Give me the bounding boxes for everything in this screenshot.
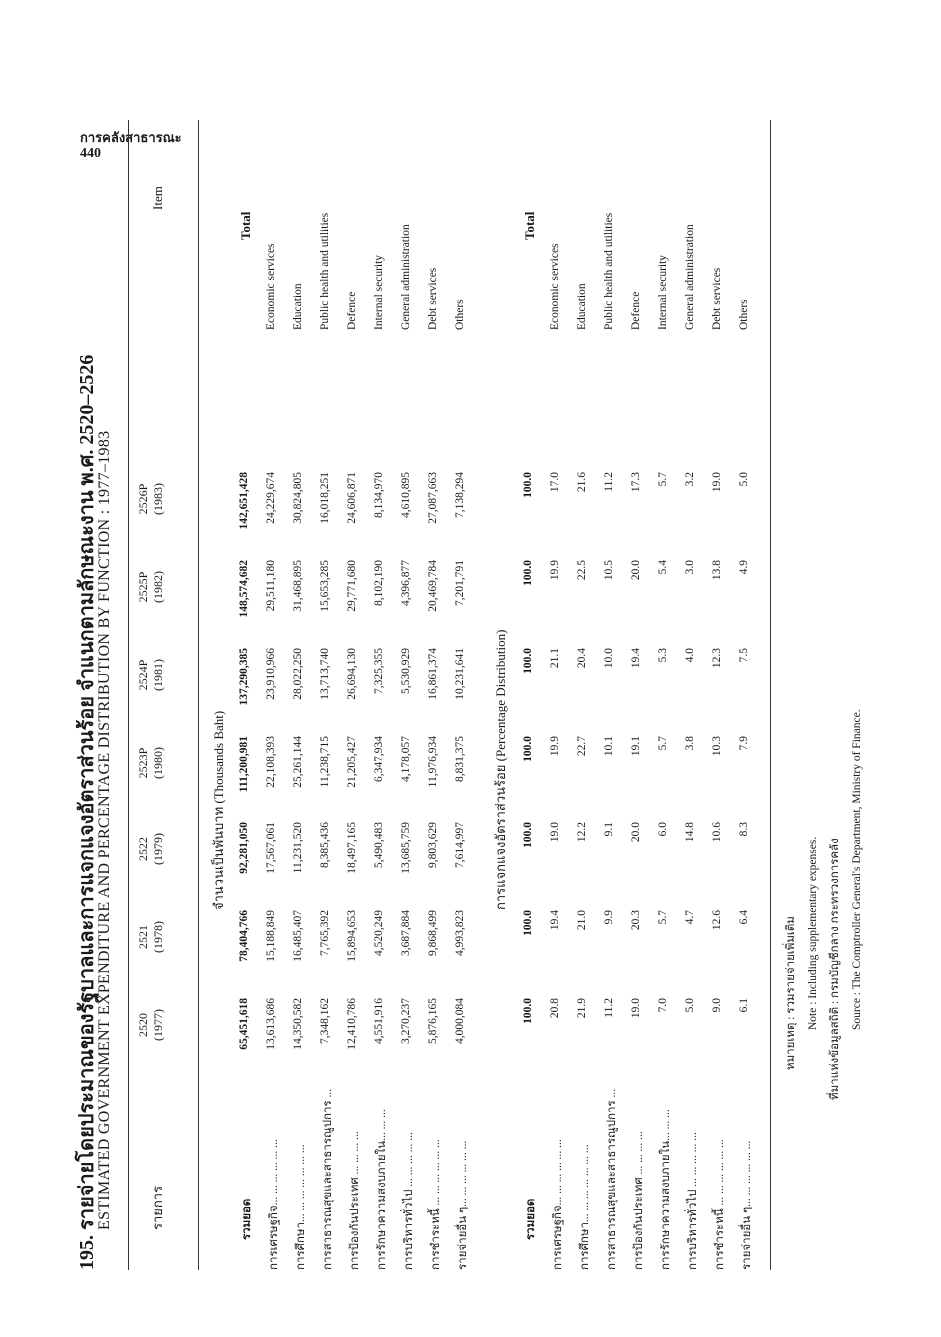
year-th: 2521 (136, 925, 150, 949)
cell-value: 111,200,981 (238, 736, 250, 793)
row-label-english: Public health and utilities (319, 212, 331, 330)
cell-value: 26,694,130 (346, 648, 358, 700)
cell-value: 7,201,791 (454, 560, 466, 606)
cell-value: 142,651,428 (238, 472, 250, 530)
row-label-english: Debt services (427, 267, 439, 330)
row-label-thai: การบริหารทั่วไป ... ... ... ... ... (403, 1132, 415, 1270)
cell-value: 7,348,162 (319, 998, 331, 1044)
cell-value: 92,281,050 (238, 822, 250, 874)
cell-value: 4,993,823 (454, 910, 466, 956)
row-label-thai: รวมยอด (241, 1198, 253, 1240)
section-name: การคลังสาธารณะ (80, 130, 182, 145)
cell-value: 6,347,934 (373, 736, 385, 782)
row-label-english: Internal security (657, 254, 669, 330)
row-label-english: Education (292, 283, 304, 330)
cell-value: 8,102,190 (373, 560, 385, 606)
year-th: 2523P (136, 747, 150, 779)
year-header-0 (136, 990, 166, 1060)
cell-value: 18,497,165 (346, 822, 358, 874)
cell-value: 15,188,849 (265, 910, 277, 962)
year-th: 2525P (136, 571, 150, 603)
cell-value: 8,385,436 (319, 822, 331, 868)
table-row (400, 120, 424, 1270)
cell-value: 24,606,871 (346, 472, 358, 524)
row-label-thai: การศึกษา... ... ... ... ... ... ... (295, 1144, 307, 1270)
cell-value: 30,824,805 (292, 472, 304, 524)
cell-value: 15,653,285 (319, 560, 331, 612)
table-title-english: ESTIMATED GOVERNMENT EXPENDITURE AND PERCENTAGE DISTRIBUTION BY FUNCTION : 1977–1983 (96, 430, 113, 1230)
row-label-english: Defence (630, 291, 642, 330)
amount-section-heading (208, 711, 229, 910)
percent-section-heading (490, 630, 511, 910)
cell-value: 21.1 (549, 648, 561, 669)
year-header-3 (136, 728, 166, 798)
row-label-english: General administration (400, 224, 412, 330)
cell-value: 12,410,786 (346, 998, 358, 1050)
cell-value: 100.0 (522, 736, 534, 762)
row-label-thai: รายจ่ายอื่น ๆ... ... ... ... ... ... (457, 1140, 469, 1270)
cell-value: 20.3 (630, 910, 642, 931)
row-label-english: Education (576, 283, 588, 330)
cell-value: 3.2 (684, 472, 696, 487)
year-en: (1980) (151, 747, 165, 779)
cell-value: 14.8 (684, 822, 696, 843)
cell-value: 3,687,884 (400, 910, 412, 956)
cell-value: 12.6 (711, 910, 723, 931)
row-label-english: Public health and utilities (603, 212, 615, 330)
row-label-thai: การบริหารทั่วไป ... ... ... ... ... (687, 1132, 699, 1270)
cell-value: 100.0 (522, 560, 534, 586)
cell-value: 22,108,393 (265, 736, 277, 788)
cell-value: 13.8 (711, 560, 723, 581)
table-row (657, 120, 681, 1270)
cell-value: 19.1 (630, 736, 642, 757)
cell-value: 28,022,250 (292, 648, 304, 700)
cell-value: 12.2 (576, 822, 588, 843)
cell-value: 5.7 (657, 910, 669, 925)
table-row (549, 120, 573, 1270)
cell-value: 78,404,766 (238, 910, 250, 962)
table-row (522, 120, 546, 1270)
row-label-english: Internal security (373, 254, 385, 330)
cell-value: 5,876,165 (427, 998, 439, 1044)
table-row (711, 120, 735, 1270)
cell-value: 5.0 (684, 998, 696, 1013)
table-number: 195. (76, 1235, 98, 1270)
cell-value: 17,567,061 (265, 822, 277, 874)
cell-value: 10.1 (603, 736, 615, 757)
table-row (427, 120, 451, 1270)
cell-value: 10.3 (711, 736, 723, 757)
cell-value: 5,490,483 (373, 822, 385, 868)
year-header-5 (136, 552, 166, 622)
cell-value: 22.7 (576, 736, 588, 757)
cell-value: 7.5 (738, 648, 750, 663)
column-item-english: Item (150, 186, 165, 210)
cell-value: 16,018,251 (319, 472, 331, 524)
row-label-thai: การเศรษฐกิจ... ... ... ... ... ... (268, 1139, 280, 1270)
table-row (346, 120, 370, 1270)
row-label-english: Economic services (265, 243, 277, 330)
cell-value: 14,350,582 (292, 998, 304, 1050)
cell-value: 19.0 (711, 472, 723, 493)
cell-value: 10.5 (603, 560, 615, 581)
row-label-thai: การเศรษฐกิจ... ... ... ... ... ... (552, 1139, 564, 1270)
cell-value: 8.3 (738, 822, 750, 837)
year-header-4 (136, 640, 166, 710)
header-rule (198, 120, 199, 1270)
cell-value: 10.0 (603, 648, 615, 669)
cell-value: 22.5 (576, 560, 588, 581)
cell-value: 17.0 (549, 472, 561, 493)
cell-value: 148,574,682 (238, 560, 250, 618)
cell-value: 15,894,653 (346, 910, 358, 962)
cell-value: 6.1 (738, 998, 750, 1013)
cell-value: 100.0 (522, 910, 534, 936)
cell-value: 8,134,970 (373, 472, 385, 518)
cell-value: 31,468,895 (292, 560, 304, 612)
table-row (292, 120, 316, 1270)
cell-value: 7,765,392 (319, 910, 331, 956)
cell-value: 12.3 (711, 648, 723, 669)
year-header-1 (136, 902, 166, 972)
row-label-thai: การสาธารณสุขและสาธารณูปการ ... (322, 1088, 334, 1270)
cell-value: 20.0 (630, 822, 642, 843)
cell-value: 19.4 (549, 910, 561, 931)
year-header-6 (136, 464, 166, 534)
cell-value: 17.3 (630, 472, 642, 493)
cell-value: 9,803,629 (427, 822, 439, 868)
cell-value: 10.6 (711, 822, 723, 843)
row-label-english: Others (454, 299, 466, 330)
cell-value: 4.0 (684, 648, 696, 663)
row-label-thai: การป้องกันประเทศ ... ... ... ... (349, 1131, 361, 1270)
table-row (319, 120, 343, 1270)
cell-value: 29,771,680 (346, 560, 358, 612)
cell-value: 4,610,895 (400, 472, 412, 518)
row-label-english: Total (522, 211, 537, 240)
cell-value: 7.9 (738, 736, 750, 751)
cell-value: 8,831,375 (454, 736, 466, 782)
table-row (630, 120, 654, 1270)
row-label-thai: การรักษาความสงบภายใน... ... ... (660, 1109, 672, 1270)
row-label-thai: การชำระหนี้ ... ... ... ... ... ... (714, 1139, 726, 1270)
cell-value: 100.0 (522, 998, 534, 1024)
cell-value: 24,229,674 (265, 472, 277, 524)
cell-value: 19.0 (549, 822, 561, 843)
cell-value: 7,325,355 (373, 648, 385, 694)
cell-value: 19.9 (549, 560, 561, 581)
cell-value: 9,868,499 (427, 910, 439, 956)
cell-value: 100.0 (522, 472, 534, 498)
cell-value: 10,231,641 (454, 648, 466, 700)
year-th: 2526P (136, 483, 150, 515)
table-row (576, 120, 600, 1270)
row-label-thai: การชำระหนี้ ... ... ... ... ... ... (430, 1139, 442, 1270)
table-row (454, 120, 478, 1270)
cell-value: 100.0 (522, 648, 534, 674)
cell-value: 7.0 (657, 998, 669, 1013)
note-thai: หมายเหตุ : รวมรายจ่ายเพิ่มเติม (785, 916, 797, 1070)
cell-value: 11.2 (603, 472, 615, 492)
cell-value: 19.0 (630, 998, 642, 1019)
cell-value: 27,087,663 (427, 472, 439, 524)
table-row (238, 120, 262, 1270)
cell-value: 19.4 (630, 648, 642, 669)
source-thai: ที่มาแห่งข้อมูลสถิติ : กรมบัญชีกลาง กระทรวงการคลัง (829, 838, 841, 1100)
year-header-2 (136, 814, 166, 884)
cell-value: 3.0 (684, 560, 696, 575)
cell-value: 13,613,686 (265, 998, 277, 1050)
cell-value: 65,451,618 (238, 998, 250, 1050)
cell-value: 137,290,385 (238, 648, 250, 706)
year-en: (1981) (151, 659, 165, 691)
table-row (684, 120, 708, 1270)
cell-value: 19.9 (549, 736, 561, 757)
cell-value: 5.0 (738, 472, 750, 487)
cell-value: 5.7 (657, 736, 669, 751)
cell-value: 21.6 (576, 472, 588, 493)
year-en: (1978) (151, 921, 165, 953)
cell-value: 23,910,966 (265, 648, 277, 700)
cell-value: 4,000,084 (454, 998, 466, 1044)
cell-value: 11.2 (603, 998, 615, 1018)
cell-value: 16,485,407 (292, 910, 304, 962)
year-th: 2520 (136, 1013, 150, 1037)
row-label-thai: การรักษาความสงบภายใน... ... ... (376, 1109, 388, 1270)
cell-value: 3,270,237 (400, 998, 412, 1044)
year-en: (1982) (151, 571, 165, 603)
cell-value: 21.0 (576, 910, 588, 931)
row-label-thai: รวมยอด (525, 1198, 537, 1240)
cell-value: 20.8 (549, 998, 561, 1019)
row-label-english: Defence (346, 291, 358, 330)
cell-value: 7,138,294 (454, 472, 466, 518)
row-label-thai: รายจ่ายอื่น ๆ... ... ... ... ... ... (741, 1140, 753, 1270)
row-label-thai: การป้องกันประเทศ ... ... ... ... (633, 1131, 645, 1270)
cell-value: 29,511,180 (265, 560, 277, 612)
cell-value: 3.8 (684, 736, 696, 751)
note-english: Note : Including supplementary expenses. (807, 836, 819, 1030)
row-label-english: Others (738, 299, 750, 330)
top-rule (128, 120, 129, 1270)
cell-value: 21.9 (576, 998, 588, 1019)
cell-value: 11,238,715 (319, 736, 331, 788)
cell-value: 100.0 (522, 822, 534, 848)
cell-value: 20,469,784 (427, 560, 439, 612)
percent-heading-english: (Percentage Distribution) (493, 629, 508, 762)
cell-value: 5,530,929 (400, 648, 412, 694)
cell-value: 5.7 (657, 472, 669, 487)
table-row (738, 120, 762, 1270)
cell-value: 4,551,916 (373, 998, 385, 1044)
year-th: 2524P (136, 659, 150, 691)
cell-value: 13,713,740 (319, 648, 331, 700)
column-item-thai: รายการ (150, 1185, 165, 1230)
table-row (265, 120, 289, 1270)
cell-value: 4.7 (684, 910, 696, 925)
cell-value: 16,861,374 (427, 648, 439, 700)
cell-value: 4,178,057 (400, 736, 412, 782)
table-title-thai-text: รายจ่ายโดยประมาณของรัฐบาลและการแจกแจงอัตราส่วนร้อย จำแนกตามลักษณะงาน พ.ศ. 2520–2526 (76, 354, 98, 1230)
cell-value: 25,261,144 (292, 736, 304, 788)
cell-value: 9.9 (603, 910, 615, 925)
year-en: (1979) (151, 833, 165, 865)
row-label-english: Debt services (711, 267, 723, 330)
cell-value: 5.3 (657, 648, 669, 663)
row-label-english: General administration (684, 224, 696, 330)
cell-value: 9.0 (711, 998, 723, 1013)
cell-value: 4.9 (738, 560, 750, 575)
row-label-thai: การสาธารณสุขและสาธารณูปการ ... (606, 1088, 618, 1270)
year-en: (1977) (151, 1009, 165, 1041)
cell-value: 6.0 (657, 822, 669, 837)
page-number: 440 (80, 146, 101, 161)
cell-value: 11,231,520 (292, 822, 304, 874)
cell-value: 20.0 (630, 560, 642, 581)
table-row (603, 120, 627, 1270)
year-th: 2522 (136, 837, 150, 861)
cell-value: 20.4 (576, 648, 588, 669)
cell-value: 6.4 (738, 910, 750, 925)
bottom-rule (770, 120, 771, 1270)
rotated-table-block (70, 120, 870, 1270)
cell-value: 5.4 (657, 560, 669, 575)
cell-value: 7,614,997 (454, 822, 466, 868)
cell-value: 9.1 (603, 822, 615, 837)
percent-heading-thai: การแจกแจงอัตราส่วนร้อย (493, 764, 508, 910)
amount-heading-english: (Thousands Baht) (211, 710, 226, 804)
cell-value: 4,520,249 (373, 910, 385, 956)
cell-value: 11,976,934 (427, 736, 439, 788)
cell-value: 13,685,759 (400, 822, 412, 874)
row-label-english: Economic services (549, 243, 561, 330)
cell-value: 21,205,427 (346, 736, 358, 788)
year-en: (1983) (151, 483, 165, 515)
row-label-thai: การศึกษา... ... ... ... ... ... ... (579, 1144, 591, 1270)
row-label-english: Total (238, 211, 253, 240)
table-row (373, 120, 397, 1270)
amount-heading-thai: จำนวนเป็นพันบาท (211, 806, 226, 910)
source-english: Source : The Comptroller General's Department, Ministry of Finance. (851, 709, 863, 1030)
cell-value: 4,396,877 (400, 560, 412, 606)
